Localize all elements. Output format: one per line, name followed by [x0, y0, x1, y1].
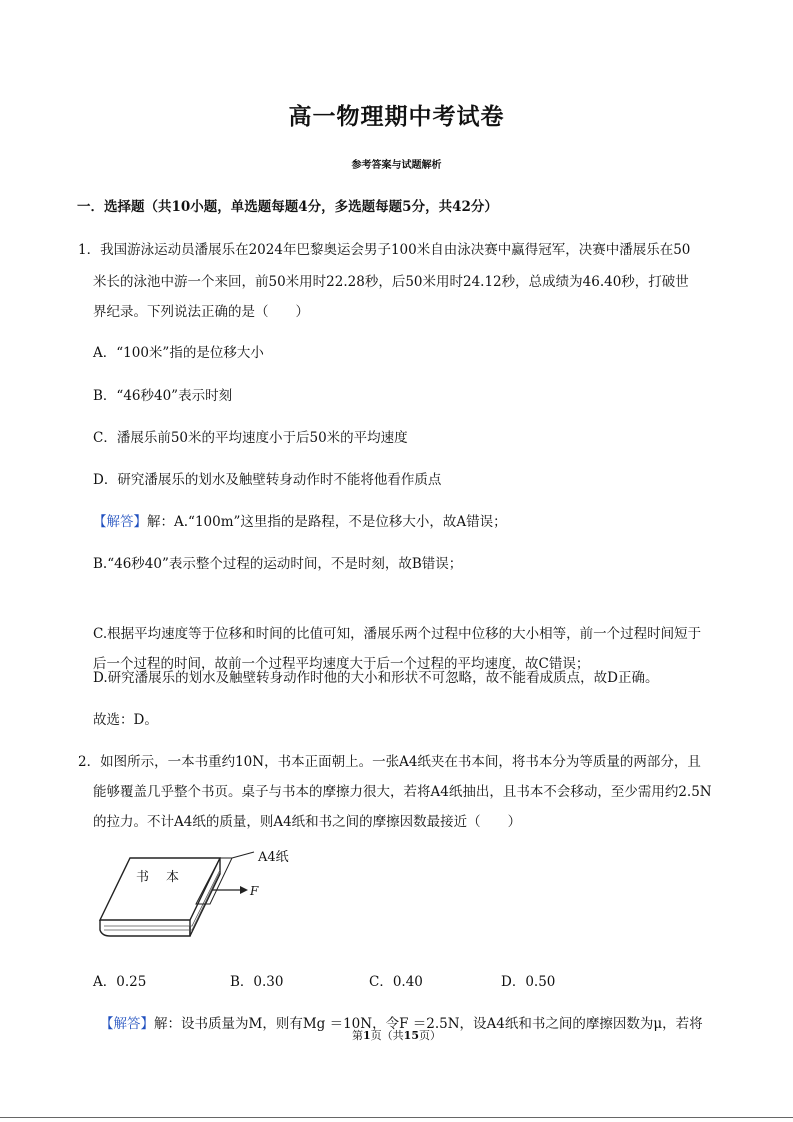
q1-option-d: D．研究潘展乐的划水及触壁转身动作时不能将他看作质点: [93, 472, 442, 488]
q2-stem-line-1: 2．如图所示，一本书重约10N，书本正面朝上。一张A4纸夹在书本间，将书本分为等质量的两部分，且: [78, 754, 701, 770]
q1-answer-line-5: D.研究潘展乐的划水及触壁转身动作时他的大小和形状不可忽略，故不能看成质点，故D正确。: [93, 670, 659, 686]
section-heading: 一．选择题（共10小题，单选题每题4分，多选题每题5分，共42分）: [77, 199, 498, 215]
q1-option-c: C．潘展乐前50米的平均速度小于后50米的平均速度: [93, 430, 408, 446]
q1-answer-line-1: [93, 510, 507, 530]
q1-answer-line-3: C.根据平均速度等于位移和时间的比值可知，潘展乐两个过程中位移的大小相等，前一个过程时间短于: [93, 626, 702, 642]
figure-label-force: F: [250, 884, 259, 898]
force-arrow-head: [240, 886, 248, 894]
q1-answer-line-4: 后一个过程的时间，故前一个过程平均速度大于后一个过程的平均速度，故C错误；: [93, 656, 590, 672]
q1-option-a: A．“100米”指的是位移大小: [93, 345, 264, 361]
q2-option-c: C．0.40: [369, 974, 423, 990]
page-footer: [0, 1027, 793, 1043]
a4-paper-pointer: [232, 852, 254, 858]
q1-option-b: B．“46秒40”表示时刻: [93, 388, 233, 404]
q1-answer-line-6: 故选：D。: [93, 712, 158, 728]
q2-stem-line-3: 的拉力。不计A4纸的质量，则A4纸和书之间的摩擦因数最接近（ ）: [93, 814, 522, 830]
footer-page-number: 1: [363, 1029, 371, 1042]
q1-stem-line-2: 米长的泳池中游一个来回，前50米用时22.28秒，后50米用时24.12秒，总成绩为46.40秒，打破世: [93, 274, 689, 290]
book-spine: [100, 920, 190, 936]
q1-stem-line-3: 界纪录。下列说法正确的是（ ）: [93, 304, 309, 320]
q2-option-d: D．0.50: [501, 974, 556, 990]
figure-label-book-right: 本: [166, 870, 180, 885]
page-subtitle: 参考答案与试题解析: [351, 160, 442, 171]
footer-middle: 页（共: [370, 1029, 404, 1042]
footer-suffix: 页）: [418, 1029, 441, 1042]
footer-total-pages: 15: [403, 1029, 419, 1042]
book-page-lines: [104, 870, 220, 926]
q2-option-b: B．0.30: [230, 974, 284, 990]
page-title: 高一物理期中考试卷: [288, 103, 505, 130]
bottom-divider: [0, 1117, 793, 1118]
q1-stem-line-1: 1．我国游泳运动员潘展乐在2024年巴黎奥运会男子100米自由泳决赛中赢得冠军，决赛中潘展乐在50: [78, 242, 691, 258]
q1-answer-text-1: 解：A.“100m”这里指的是路程，不是位移大小，故A错误；: [147, 514, 507, 530]
figure-label-book-left: 书: [136, 870, 150, 885]
q1-answer-line-2: B.“46秒40”表示整个过程的运动时间，不是时刻，故B错误；: [93, 556, 463, 572]
answer-tag: 【解答】: [100, 1016, 154, 1032]
figure-label-a4-paper: A4纸: [258, 850, 289, 865]
answer-tag: 【解答】: [93, 514, 147, 530]
q2-option-a: A．0.25: [93, 974, 147, 990]
q2-answer-text-1: 解：设书质量为M，则有Mg ＝10N，令F ＝2.5N，设A4纸和书之间的摩擦因数为μ，若将: [154, 1016, 703, 1032]
q2-stem-line-2: 能够覆盖几乎整个书页。桌子与书本的摩擦力很大，若将A4纸抽出，且书本不会移动，至少需用约2.5N: [93, 784, 712, 800]
footer-prefix: 第: [352, 1029, 364, 1042]
